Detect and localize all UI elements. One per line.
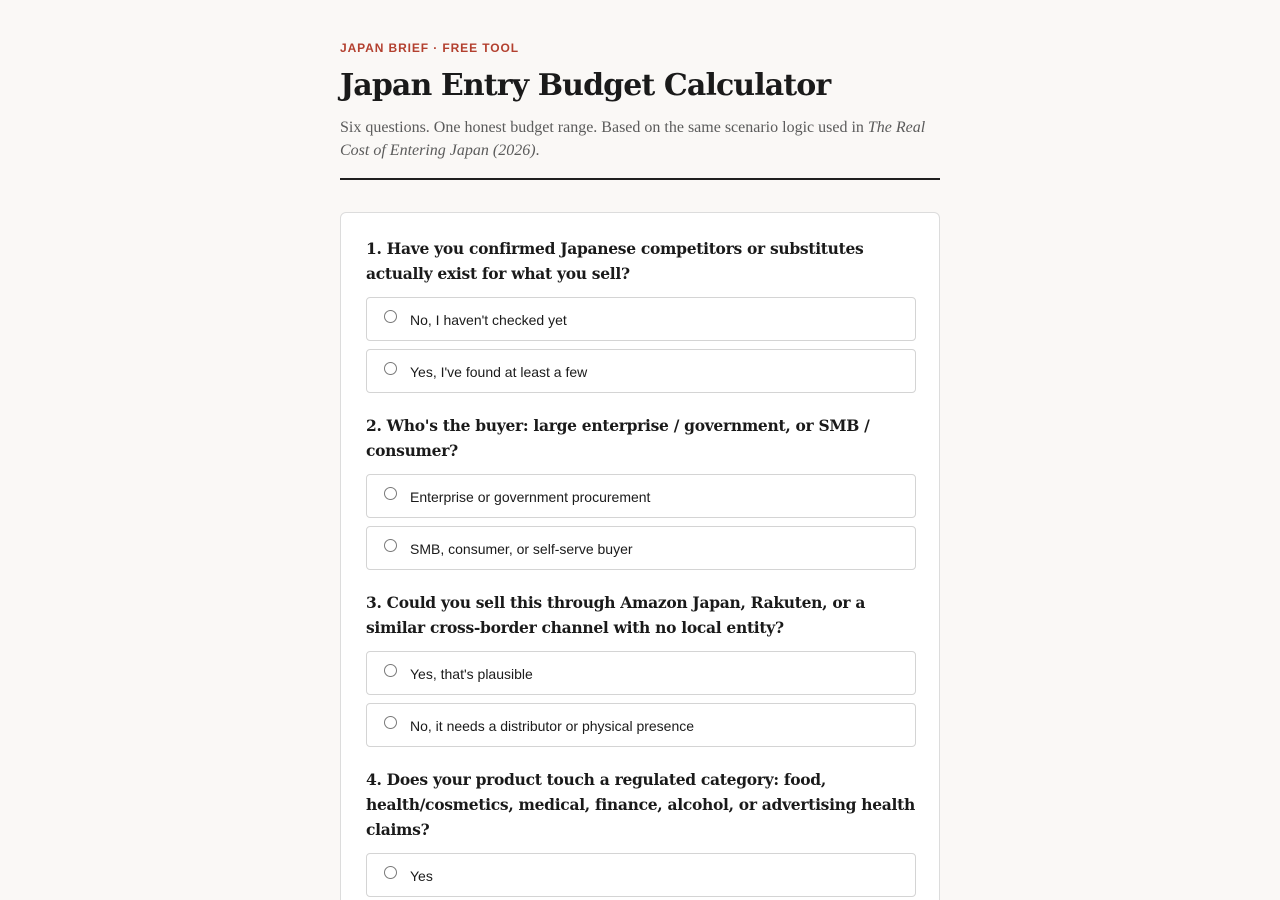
- question-3: [366, 590, 916, 734]
- radio-button-icon[interactable]: [384, 310, 397, 323]
- option-label: Yes, that's plausible: [410, 666, 533, 682]
- option-q1-found-few[interactable]: [366, 349, 916, 393]
- subtitle-end: .: [535, 142, 540, 159]
- option-q1-not-checked[interactable]: [366, 297, 916, 341]
- question-text: 1. Have you confirmed Japanese competitors or substitutes actually exist for what you sell?: [366, 239, 864, 283]
- question-text: 4. Does your product touch a regulated category: food, health/cosmetics, medical, finance, alcohol, or advertising health claims?: [366, 770, 915, 839]
- radio-button-icon[interactable]: [384, 866, 397, 879]
- question-2: [366, 413, 916, 557]
- page-title: Japan Entry Budget Calculator: [340, 68, 831, 103]
- radio-button-icon[interactable]: [384, 487, 397, 500]
- eyebrow-label: JAPAN BRIEF · FREE TOOL: [340, 41, 519, 55]
- radio-button-icon[interactable]: [384, 716, 397, 729]
- question-text: 3. Could you sell this through Amazon Japan, Rakuten, or a similar cross-border channel with no local entity?: [366, 593, 866, 637]
- question-4: [366, 767, 916, 884]
- option-label: No, I haven't checked yet: [410, 312, 567, 328]
- radio-button-icon[interactable]: [384, 362, 397, 375]
- questionnaire-card: [340, 212, 940, 900]
- radio-button-icon[interactable]: [384, 539, 397, 552]
- option-label: Yes: [410, 868, 433, 884]
- radio-button-icon[interactable]: [384, 664, 397, 677]
- option-q4-yes[interactable]: [366, 853, 916, 897]
- option-q2-enterprise[interactable]: [366, 474, 916, 518]
- option-label: Enterprise or government procurement: [410, 489, 651, 505]
- report-title-link: The Real Cost of Entering Japan (2026): [340, 119, 926, 159]
- option-label: Yes, I've found at least a few: [410, 364, 588, 380]
- option-q2-smb[interactable]: [366, 526, 916, 570]
- header-divider: [340, 178, 940, 180]
- question-text: 2. Who's the buyer: large enterprise / government, or SMB / consumer?: [366, 416, 870, 460]
- option-q3-plausible[interactable]: [366, 651, 916, 695]
- option-label: No, it needs a distributor or physical presence: [410, 718, 695, 734]
- question-1: [366, 236, 916, 380]
- option-label: SMB, consumer, or self-serve buyer: [410, 541, 633, 557]
- subtitle-text: Six questions. One honest budget range. Based on the same scenario logic used in: [340, 119, 868, 136]
- option-q3-needs-distributor[interactable]: [366, 703, 916, 747]
- page-subtitle: [340, 116, 940, 162]
